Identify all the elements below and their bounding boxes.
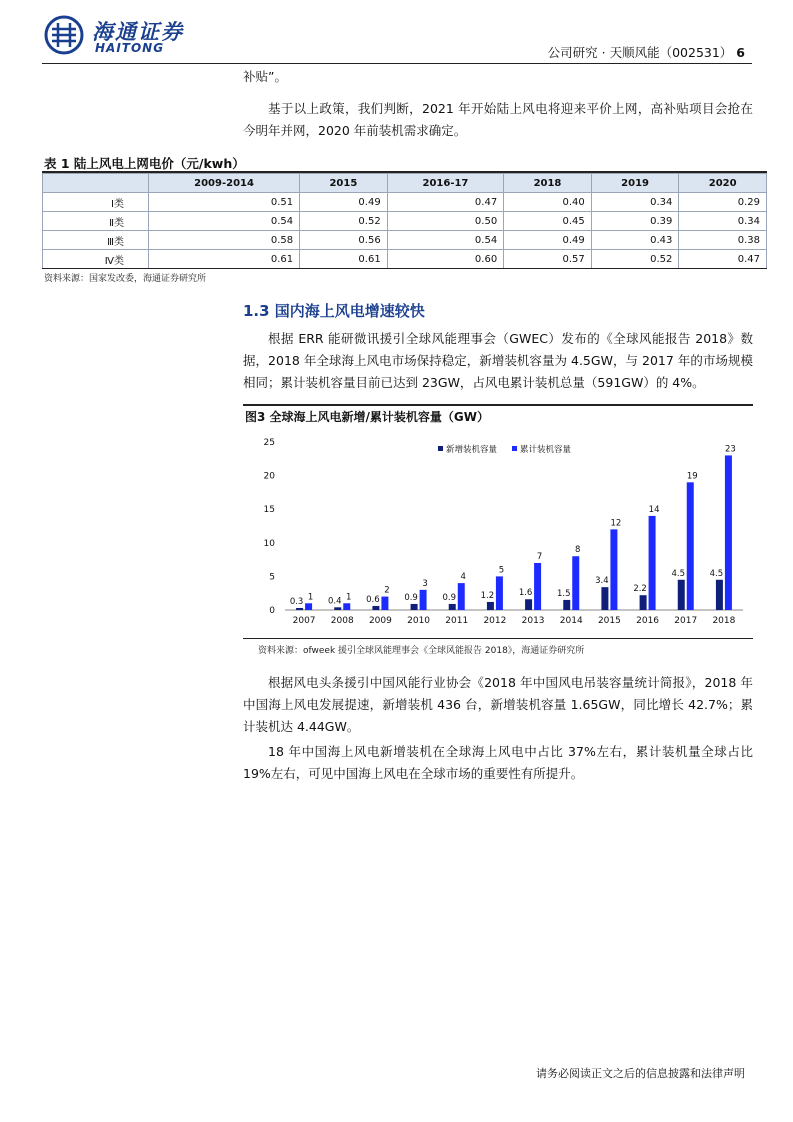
table-cell: 0.38 [679, 231, 767, 250]
legend-swatch [512, 446, 517, 451]
bar-cumulative-capacity [343, 603, 350, 610]
y-tick-label: 0 [269, 606, 275, 616]
x-tick-label: 2017 [674, 616, 698, 626]
data-label-new: 1.6 [518, 588, 533, 599]
x-tick-label: 2016 [636, 616, 660, 626]
table-cell: 0.54 [149, 212, 300, 231]
data-label-cumulative: 23 [725, 444, 736, 455]
table-cell: 0.57 [504, 250, 592, 269]
table-cell: 0.39 [591, 212, 679, 231]
bar-new-capacity [678, 580, 685, 610]
data-label-cumulative: 19 [686, 471, 698, 482]
footer-disclaimer: 请务必阅读正文之后的信息披露和法律声明 [536, 1067, 745, 1080]
y-tick-label: 20 [263, 471, 275, 482]
bar-new-capacity [601, 587, 608, 610]
x-tick-label: 2018 [712, 616, 736, 626]
data-label-new: 0.9 [404, 592, 418, 603]
table-header-row [43, 174, 767, 193]
x-tick-label: 2011 [445, 616, 469, 626]
table-row [43, 193, 767, 212]
table-header-cell: 2015 [300, 174, 388, 193]
table-header-cell: 2016-17 [387, 174, 504, 193]
data-label-cumulative: 5 [498, 565, 505, 576]
table-header-cell: 2019 [591, 174, 679, 193]
data-label-new: 3.4 [595, 576, 609, 587]
legend-label: 新增装机容量 [446, 445, 498, 455]
table-source: 资料来源：国家发改委，海通证券研究所 [44, 274, 207, 284]
table-cell: 0.34 [591, 193, 679, 212]
y-tick-label: 25 [263, 438, 275, 448]
row-label: Ⅱ类 [43, 212, 149, 231]
bar-cumulative-capacity [610, 529, 617, 610]
paragraph-3: 根据 ERR 能研微讯援引全球风能理事会（GWEC）发布的《全球风能报告 2018》数据，2018 年全球海上风电市场保持稳定，新增装机容量为 4.5GW，与 2017 年的市场规模相同；累计装机容量目前已达到 23GW，占风电累计装机总量（591GW）的 4%。 [243, 331, 753, 390]
table-row [43, 212, 767, 231]
legend-label: 累计装机容量 [520, 445, 572, 455]
legend-swatch [438, 446, 443, 451]
price-table [42, 173, 767, 269]
data-label-new: 0.4 [327, 596, 342, 607]
report-reference [548, 43, 745, 61]
haitong-logo-icon [44, 15, 84, 55]
data-label-new: 1.5 [556, 588, 571, 599]
paragraph-5: 18 年中国海上风电新增装机在全球海上风电中占比 37%左右，累计装机量全球占比 19%左右，可见中国海上风电在全球市场的重要性有所提升。 [243, 744, 753, 781]
x-tick-label: 2013 [521, 616, 545, 626]
data-label-cumulative: 1 [346, 592, 352, 603]
bar-new-capacity [487, 602, 494, 610]
table-cell: 0.51 [149, 193, 300, 212]
table-cell: 0.34 [679, 212, 767, 231]
data-label-cumulative: 2 [384, 585, 390, 596]
figure-source: 资料来源：ofweek 援引全球风能理事会《全球风能报告 2018》，海通证券研究所 [258, 646, 585, 656]
data-label-new: 4.5 [671, 568, 686, 579]
data-label-new: 4.5 [709, 568, 724, 579]
table-cell: 0.52 [300, 212, 388, 231]
table-cell: 0.43 [591, 231, 679, 250]
bar-cumulative-capacity [420, 590, 427, 610]
data-label-cumulative: 12 [610, 518, 622, 529]
data-label-new: 1.2 [480, 590, 495, 601]
bar-cumulative-capacity [305, 603, 312, 610]
capacity-bar-chart [243, 428, 753, 634]
table-cell: 0.49 [300, 193, 388, 212]
bar-cumulative-capacity [649, 516, 656, 610]
row-label: Ⅳ类 [43, 250, 149, 269]
table-cell: 0.56 [300, 231, 388, 250]
table-row [43, 231, 767, 250]
table-cell: 0.50 [387, 212, 504, 231]
bar-new-capacity [449, 604, 456, 610]
bar-new-capacity [563, 600, 570, 610]
table-cell: 0.54 [387, 231, 504, 250]
bar-cumulative-capacity [381, 597, 388, 610]
table-header-cell [43, 174, 149, 193]
bar-new-capacity [411, 604, 418, 610]
bar-cumulative-capacity [496, 576, 503, 610]
figure-top-rule [243, 404, 753, 406]
bar-cumulative-capacity [534, 563, 541, 610]
data-label-new: 0.6 [366, 594, 380, 605]
row-label: Ⅲ类 [43, 231, 149, 250]
report-title: 公司研究 · 天顺风能（002531） [547, 45, 733, 60]
data-label-cumulative: 8 [575, 545, 581, 556]
table-title: 表 1 陆上风电上网电价（元/kwh） [44, 156, 245, 171]
row-label: Ⅰ类 [43, 193, 149, 212]
figure-bottom-rule [243, 638, 753, 639]
table-cell: 0.45 [504, 212, 592, 231]
header-divider [42, 63, 752, 64]
bar-new-capacity [372, 606, 379, 610]
x-tick-label: 2012 [483, 616, 507, 626]
data-label-cumulative: 14 [648, 504, 660, 515]
figure-title: 图3 全球海上风电新增/累计装机容量（GW） [245, 410, 489, 424]
data-label-new: 0.9 [442, 592, 457, 603]
data-label-cumulative: 1 [307, 592, 314, 603]
table-cell: 0.49 [504, 231, 592, 250]
paragraph-1: 补贴”。 [243, 69, 287, 84]
data-label-new: 2.2 [633, 584, 647, 595]
bar-cumulative-capacity [687, 482, 694, 610]
bar-cumulative-capacity [458, 583, 465, 610]
table-header-cell: 2009-2014 [149, 174, 300, 193]
y-tick-label: 10 [263, 538, 275, 549]
bar-cumulative-capacity [572, 556, 579, 610]
x-tick-label: 2007 [292, 616, 316, 626]
table-cell: 0.58 [149, 231, 300, 250]
table-header-cell: 2018 [504, 174, 592, 193]
data-label-cumulative: 3 [422, 578, 428, 589]
paragraph-2: 基于以上政策，我们判断，2021 年开始陆上风电将迎来平价上网，高补贴项目会抢在今明年并网，2020 年前装机需求确定。 [243, 101, 753, 138]
data-label-cumulative: 4 [460, 572, 466, 583]
table-cell: 0.60 [387, 250, 504, 269]
x-tick-label: 2014 [559, 616, 583, 626]
bar-new-capacity [640, 595, 647, 610]
table-cell: 0.40 [504, 193, 592, 212]
bar-new-capacity [296, 608, 303, 610]
section-title: 1.3 国内海上风电增速较快 [243, 302, 425, 320]
paragraph-4: 根据风电头条援引中国风能行业协会《2018 年中国风电吊装容量统计简报》，2018 年中国海上风电发展提速，新增装机 436 台，新增装机容量 1.65GW，同比增长 42.7%；累计装机达 4.44GW。 [243, 675, 753, 734]
table-header-cell: 2020 [679, 174, 767, 193]
x-tick-label: 2010 [407, 616, 431, 626]
x-tick-label: 2009 [368, 616, 392, 626]
table-cell: 0.61 [300, 250, 388, 269]
data-label-cumulative: 7 [536, 551, 543, 562]
table-cell: 0.47 [679, 250, 767, 269]
data-label-new: 0.3 [289, 596, 304, 607]
x-tick-label: 2015 [597, 616, 621, 626]
bar-new-capacity [334, 607, 341, 610]
bar-new-capacity [716, 580, 723, 610]
table-cell: 0.61 [149, 250, 300, 269]
logo-chinese-name: 海通证券 [92, 19, 184, 44]
table-cell: 0.52 [591, 250, 679, 269]
y-tick-label: 5 [269, 572, 275, 583]
page-number: 6 [736, 45, 745, 60]
x-tick-label: 2008 [330, 616, 354, 626]
table-cell: 0.47 [387, 193, 504, 212]
bar-cumulative-capacity [725, 455, 732, 610]
table-row [43, 250, 767, 269]
table-cell: 0.29 [679, 193, 767, 212]
y-tick-label: 15 [263, 505, 275, 516]
bar-new-capacity [525, 599, 532, 610]
logo-english-name: HAITONG [95, 41, 165, 55]
